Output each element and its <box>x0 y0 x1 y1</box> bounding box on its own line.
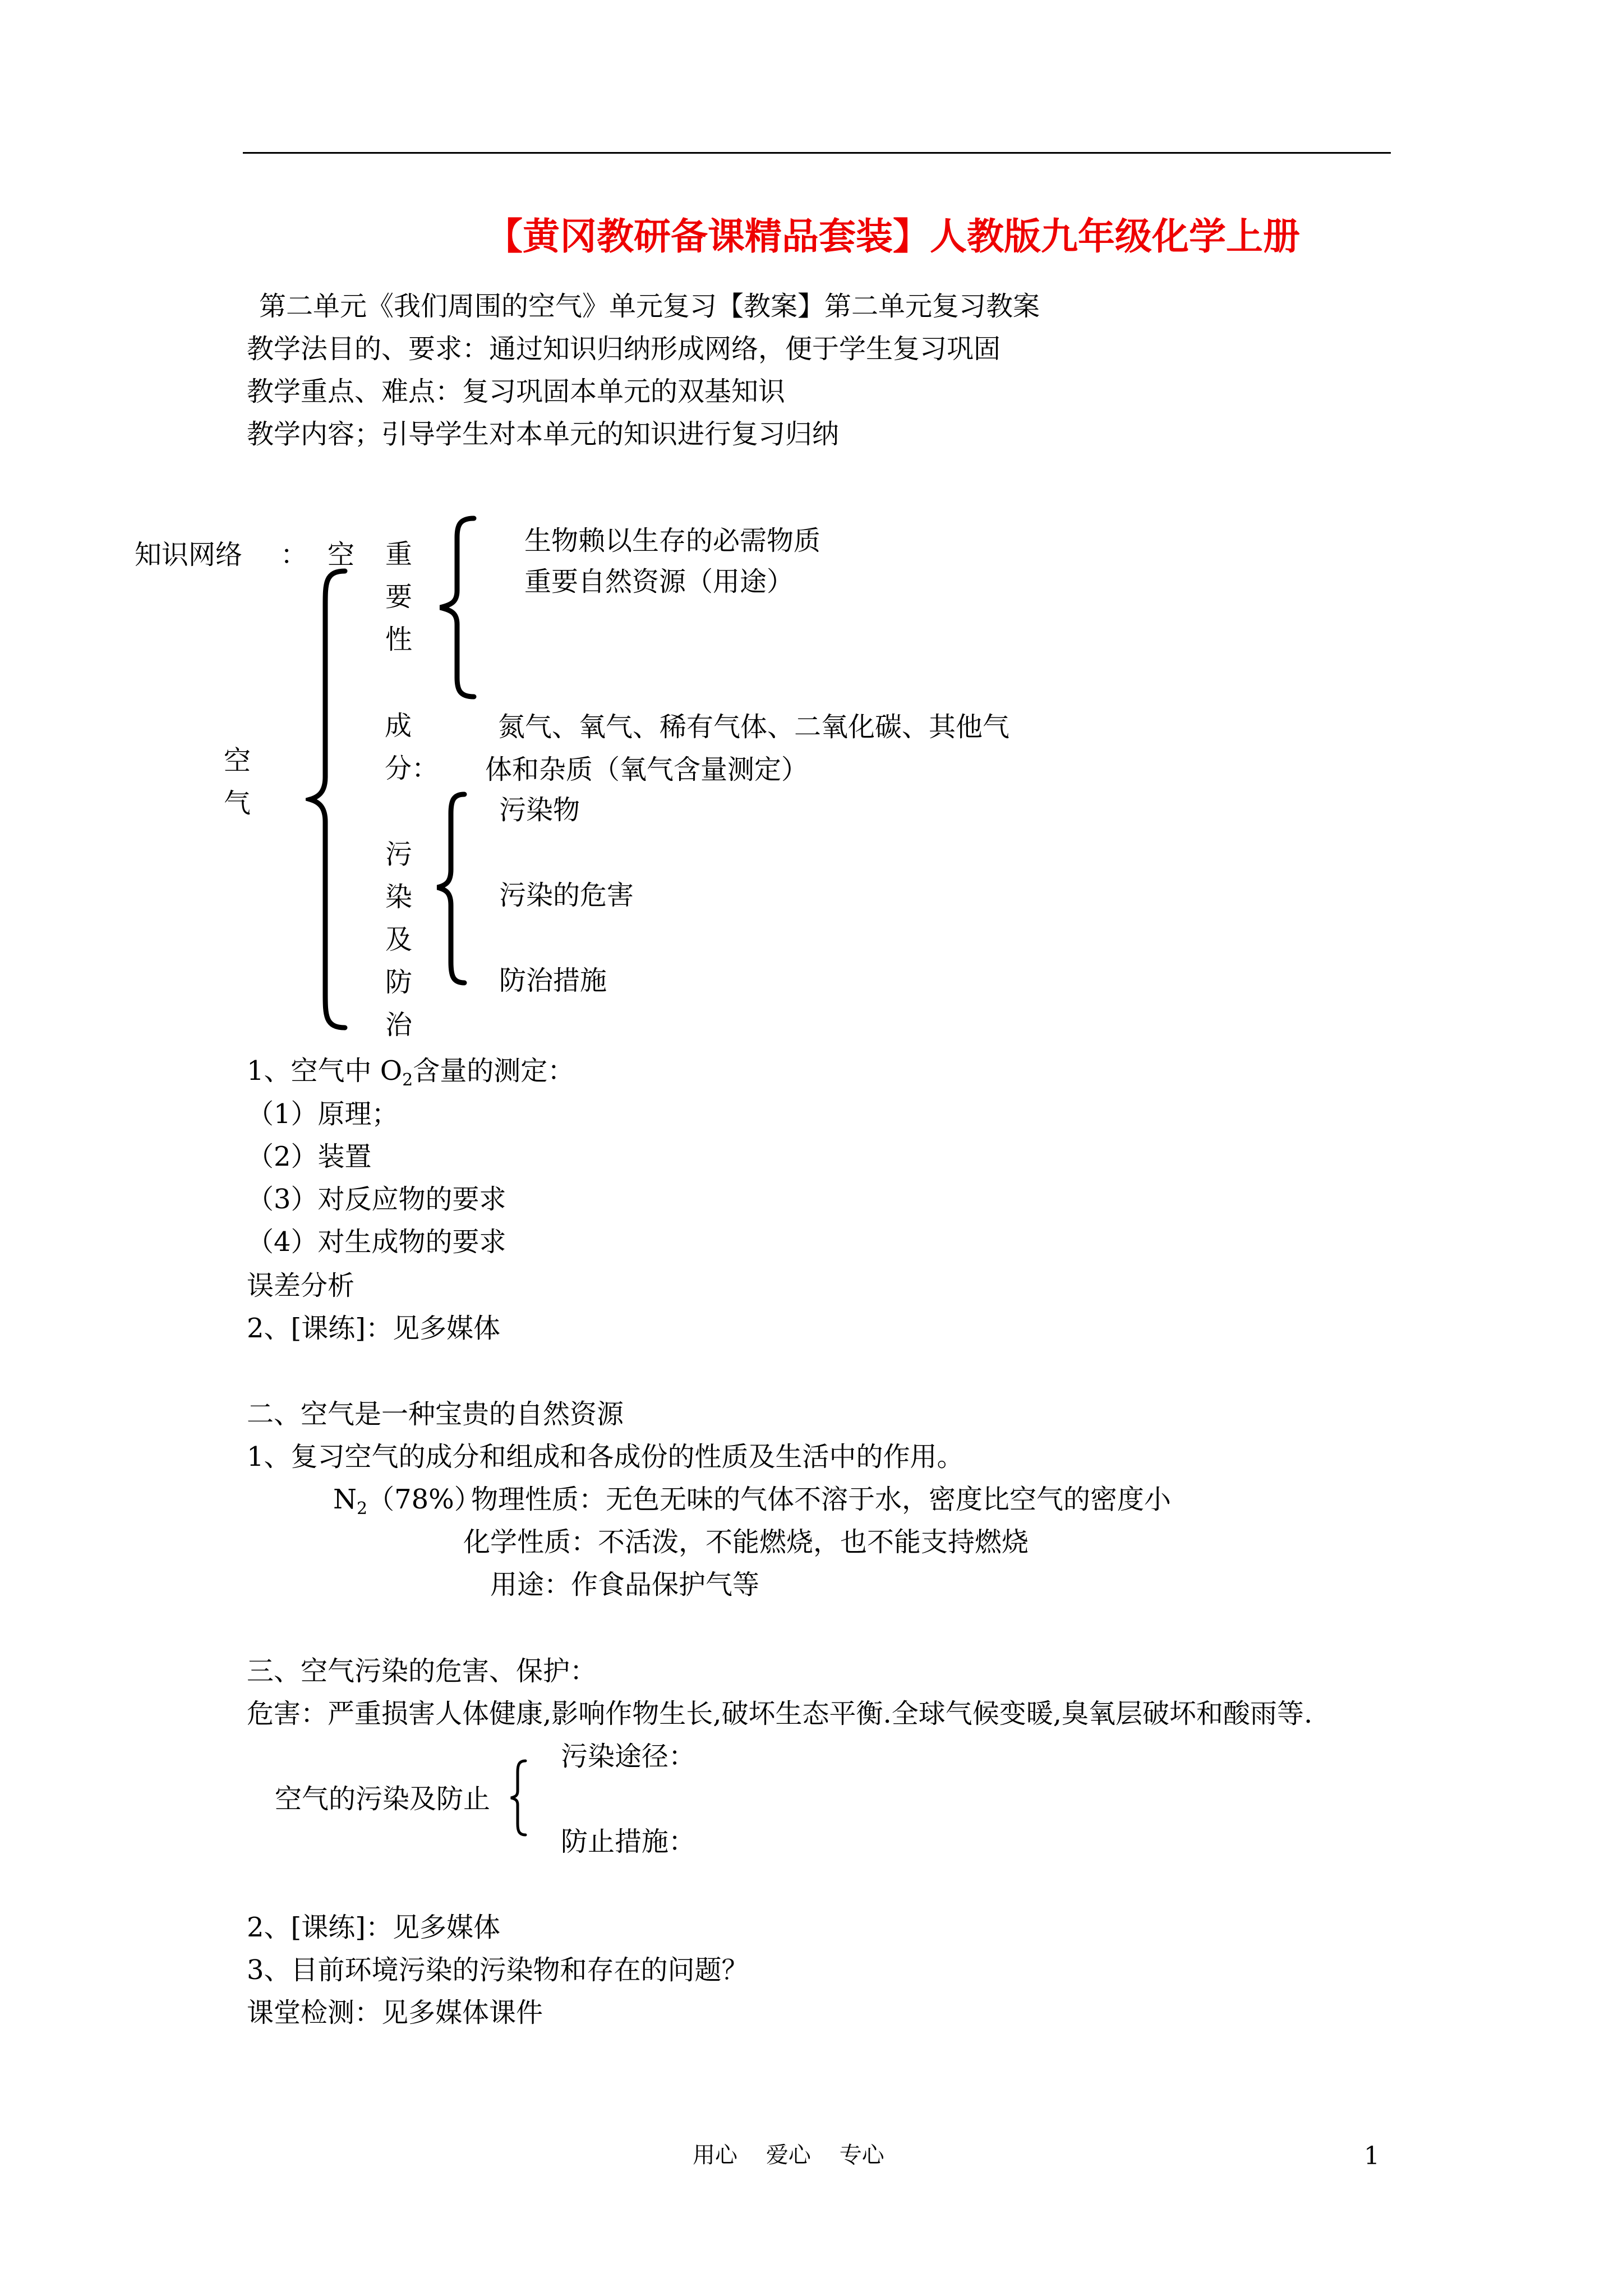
n2-chemical: 化学性质：不活泼，不能燃烧，也不能支持燃烧 <box>463 1526 1029 1558</box>
n2-prefix: N <box>333 1484 357 1515</box>
pollution-item-2: 污染的危害 <box>499 880 634 911</box>
page-number: 1 <box>1364 2142 1380 2170</box>
section3-heading: 三、空气污染的危害、保护： <box>247 1655 597 1687</box>
section2-heading: 二、空气是一种宝贵的自然资源 <box>247 1398 624 1430</box>
header-rule <box>243 152 1391 154</box>
pollution-label: 污 染 及 防 治 <box>385 839 412 1041</box>
importance-item-1: 生物赖以生存的必需物质 <box>524 525 821 556</box>
o2-heading-suffix: 含量的测定： <box>413 1055 575 1087</box>
pollution-prevention-brace <box>508 1759 530 1837</box>
composition-line-1: 氮气、氧气、稀有气体、二氧化碳、其他气 <box>498 711 1010 743</box>
composition-line-2: 体和杂质（氧气含量测定） <box>485 754 809 785</box>
o2-item-1: （1）原理； <box>247 1098 399 1130</box>
error-analysis: 误差分析 <box>247 1270 355 1301</box>
n2-use: 用途：作食品保护气等 <box>490 1569 760 1600</box>
air-main-brace <box>306 567 356 1032</box>
o2-item-2: （2）装置 <box>247 1141 372 1172</box>
focus-line: 教学重点、难点：复习巩固本单元的双基知识 <box>247 376 786 407</box>
prevention-measures: 防止措施： <box>561 1826 696 1857</box>
section2-review: 1、复习空气的成分和组成和各成份的性质及生活中的作用。 <box>247 1441 964 1473</box>
practice-1: 2、[课练]：见多媒体 <box>247 1313 500 1344</box>
composition-label: 成 分： <box>385 710 439 784</box>
pollution-item-3: 防治措施 <box>499 965 607 996</box>
footer-motto: 用心 爱心 专心 <box>693 2142 884 2168</box>
harm-line: 危害：严重损害人体健康,影响作物生长,破坏生态平衡.全球气候变暖,臭氧层破坏和酸雨等. <box>247 1698 1313 1729</box>
environment-question: 3、目前环境污染的污染物和存在的问题？ <box>247 1954 749 1986</box>
pollution-brace <box>432 791 471 987</box>
o2-heading-prefix: 1、空气中 O <box>247 1055 403 1087</box>
content-line: 教学内容；引导学生对本单元的知识进行复习归纳 <box>247 418 840 450</box>
network-colon: ： <box>280 539 308 570</box>
network-label: 知识网络 <box>135 539 243 570</box>
class-test: 课堂检测：见多媒体课件 <box>247 1997 543 2028</box>
goal-line: 教学法目的、要求：通过知识归纳形成网络，便于学生复习巩固 <box>247 333 1001 365</box>
n2-physical: 物理性质：无色无味的气体不溶于水，密度比空气的密度小 <box>471 1484 1172 1515</box>
n2-label <box>333 1484 481 1519</box>
document-title: 【黄冈教研备课精品套装】人教版九年级化学上册 <box>486 214 1300 258</box>
pollution-item-1: 污染物 <box>499 794 580 826</box>
o2-item-3: （3）对反应物的要求 <box>247 1184 506 1215</box>
o2-item-4: （4）对生成物的要求 <box>247 1226 506 1258</box>
o2-heading-sub: 2 <box>402 1070 413 1090</box>
importance-item-2: 重要自然资源（用途） <box>524 566 794 597</box>
network-air-char: 空 <box>328 539 355 570</box>
pollution-route: 污染途径： <box>561 1741 696 1772</box>
n2-percent: （78%） <box>367 1484 481 1515</box>
importance-label: 重 要 性 <box>385 539 412 655</box>
unit-line: 第二单元《我们周围的空气》单元复习【教案】第二单元复习教案 <box>259 291 1040 322</box>
practice-2: 2、[课练]：见多媒体 <box>247 1912 500 1943</box>
n2-sub: 2 <box>357 1499 368 1519</box>
air-root-label: 空 气 <box>223 745 251 819</box>
o2-heading <box>247 1055 575 1090</box>
importance-brace <box>435 515 479 700</box>
pollution-prevention-label: 空气的污染及防止 <box>275 1783 491 1815</box>
